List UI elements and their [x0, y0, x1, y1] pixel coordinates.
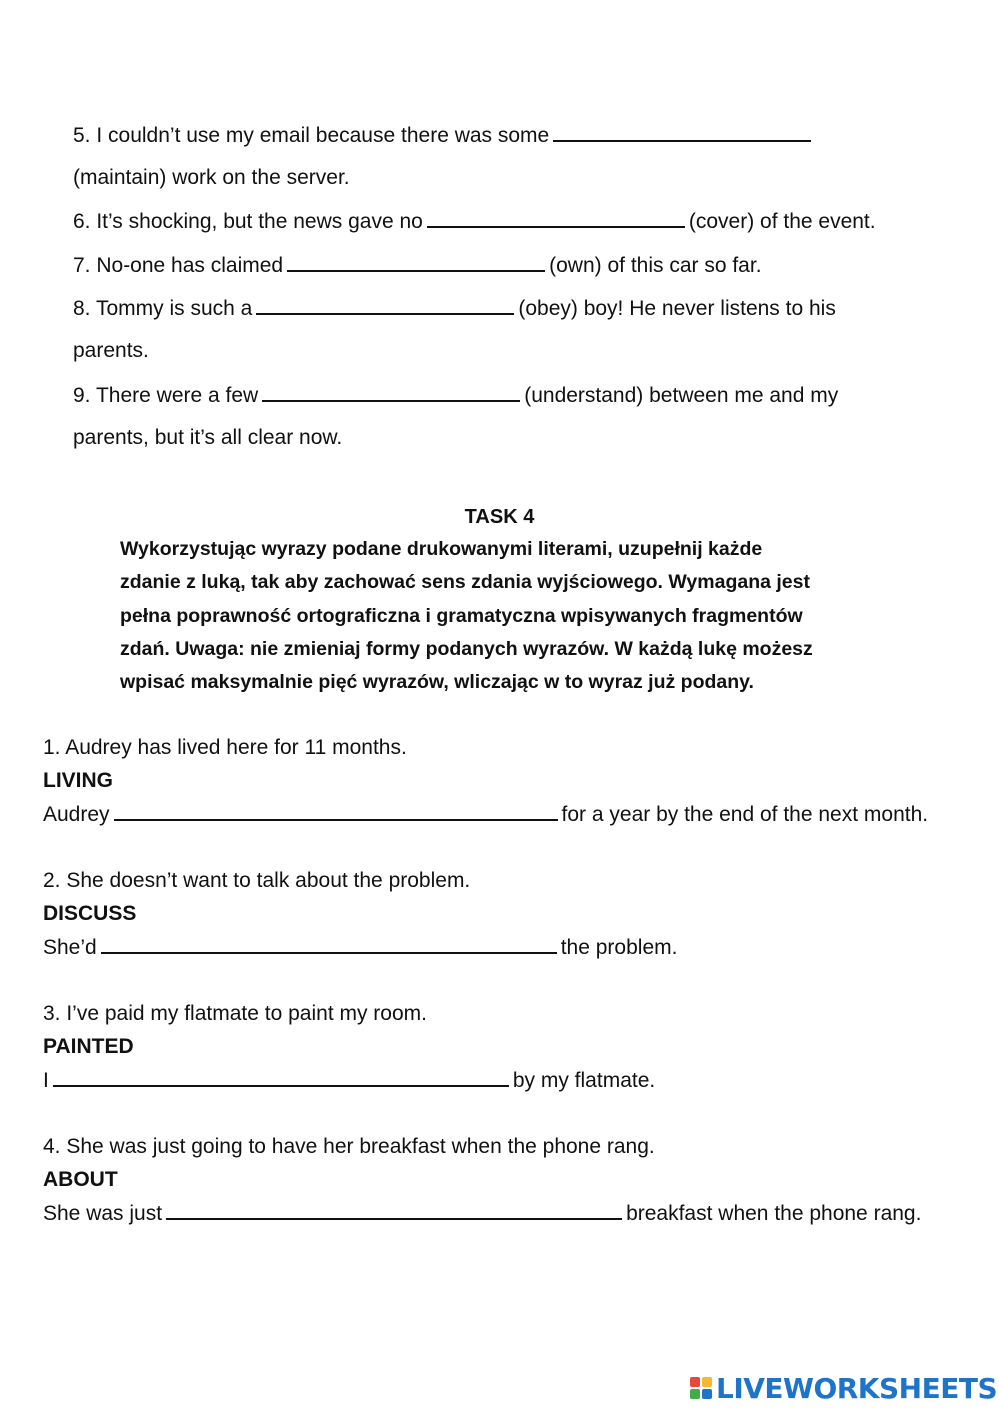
instruction-line: zdań. Uwaga: nie zmieniaj formy podanych wyrazów. W każdą lukę możesz [120, 637, 813, 660]
answer-blank[interactable] [256, 295, 514, 315]
question-1-sentence: 1. Audrey has lived here for 11 months. [43, 736, 407, 759]
question-4-answer-line [43, 1200, 921, 1227]
item-text: 7. No-one has claimed [73, 254, 284, 277]
task3-item-5 [73, 122, 815, 149]
item-text: 9. There were a few [73, 384, 259, 407]
instruction-line: pełna poprawność ortograficzna i gramatyczna wpisywanych fragmentów [120, 604, 803, 627]
answer-blank[interactable] [553, 122, 811, 142]
answer-prefix: She’d [43, 936, 97, 959]
answer-suffix: the problem. [560, 936, 678, 959]
task3-item-9-cont [73, 425, 342, 451]
liveworksheets-logo [690, 1372, 997, 1404]
item-text: parents, but it’s all clear now. [73, 426, 343, 449]
answer-suffix: breakfast when the phone rang. [626, 1202, 922, 1225]
question-2-answer-line [43, 934, 677, 961]
logo-square-red [690, 1377, 700, 1387]
item-text-after: (understand) between me and my [524, 384, 839, 407]
answer-blank[interactable] [101, 934, 557, 954]
answer-suffix: by my flatmate. [512, 1069, 656, 1092]
question-4-keyword: ABOUT [43, 1168, 118, 1191]
answer-blank[interactable] [114, 801, 558, 821]
answer-prefix: I [43, 1069, 49, 1092]
question-3-answer-line [43, 1067, 655, 1094]
task3-item-8-cont [73, 338, 149, 364]
item-text-after: (own) of this car so far. [549, 254, 762, 277]
question-2-sentence: 2. She doesn’t want to talk about the problem. [43, 869, 471, 892]
question-4-sentence: 4. She was just going to have her breakfast when the phone rang. [43, 1135, 655, 1158]
answer-blank[interactable] [166, 1200, 622, 1220]
logo-text: LIVEWORKSHEETS [716, 1371, 998, 1405]
question-2-keyword: DISCUSS [43, 902, 137, 925]
task3-item-6 [73, 208, 876, 235]
item-text: 6. It’s shocking, but the news gave no [73, 210, 423, 233]
instruction-line: Wykorzystując wyrazy podane drukowanymi literami, uzupełnij każde [120, 538, 763, 560]
task-instructions [120, 533, 900, 699]
task3-item-8 [73, 295, 836, 322]
item-text: parents. [73, 339, 149, 362]
task3-item-5-cont [73, 165, 350, 191]
task3-item-9 [73, 382, 838, 409]
logo-square-blue [702, 1389, 712, 1399]
logo-square-green [690, 1389, 700, 1399]
item-text: 5. I couldn’t use my email because there was some [73, 124, 550, 147]
answer-blank[interactable] [427, 208, 685, 228]
item-text-after: (cover) of the event. [688, 210, 876, 233]
answer-prefix: She was just [43, 1202, 163, 1225]
question-1-keyword: LIVING [43, 769, 114, 792]
item-text: 8. Tommy is such a [73, 297, 253, 320]
item-text-after: (obey) boy! He never listens to his [518, 297, 836, 320]
logo-square-yellow [702, 1377, 712, 1387]
answer-blank[interactable] [262, 382, 520, 402]
task-title: TASK 4 [464, 506, 535, 528]
logo-icon [690, 1377, 712, 1399]
question-3-keyword: PAINTED [43, 1035, 134, 1058]
answer-blank[interactable] [53, 1067, 509, 1087]
question-3-sentence: 3. I’ve paid my flatmate to paint my room. [43, 1002, 427, 1025]
item-text: (maintain) work on the server. [73, 166, 350, 189]
answer-suffix: for a year by the end of the next month. [561, 803, 929, 826]
answer-prefix: Audrey [43, 803, 110, 826]
answer-blank[interactable] [287, 252, 545, 272]
task3-item-7 [73, 252, 762, 279]
question-1-answer-line [43, 801, 928, 828]
instruction-line: zdanie z luką, tak aby zachować sens zdania wyjściowego. Wymagana jest [120, 571, 810, 594]
instruction-line: wpisać maksymalnie pięć wyrazów, wliczając w to wyraz już podany. [120, 671, 754, 694]
